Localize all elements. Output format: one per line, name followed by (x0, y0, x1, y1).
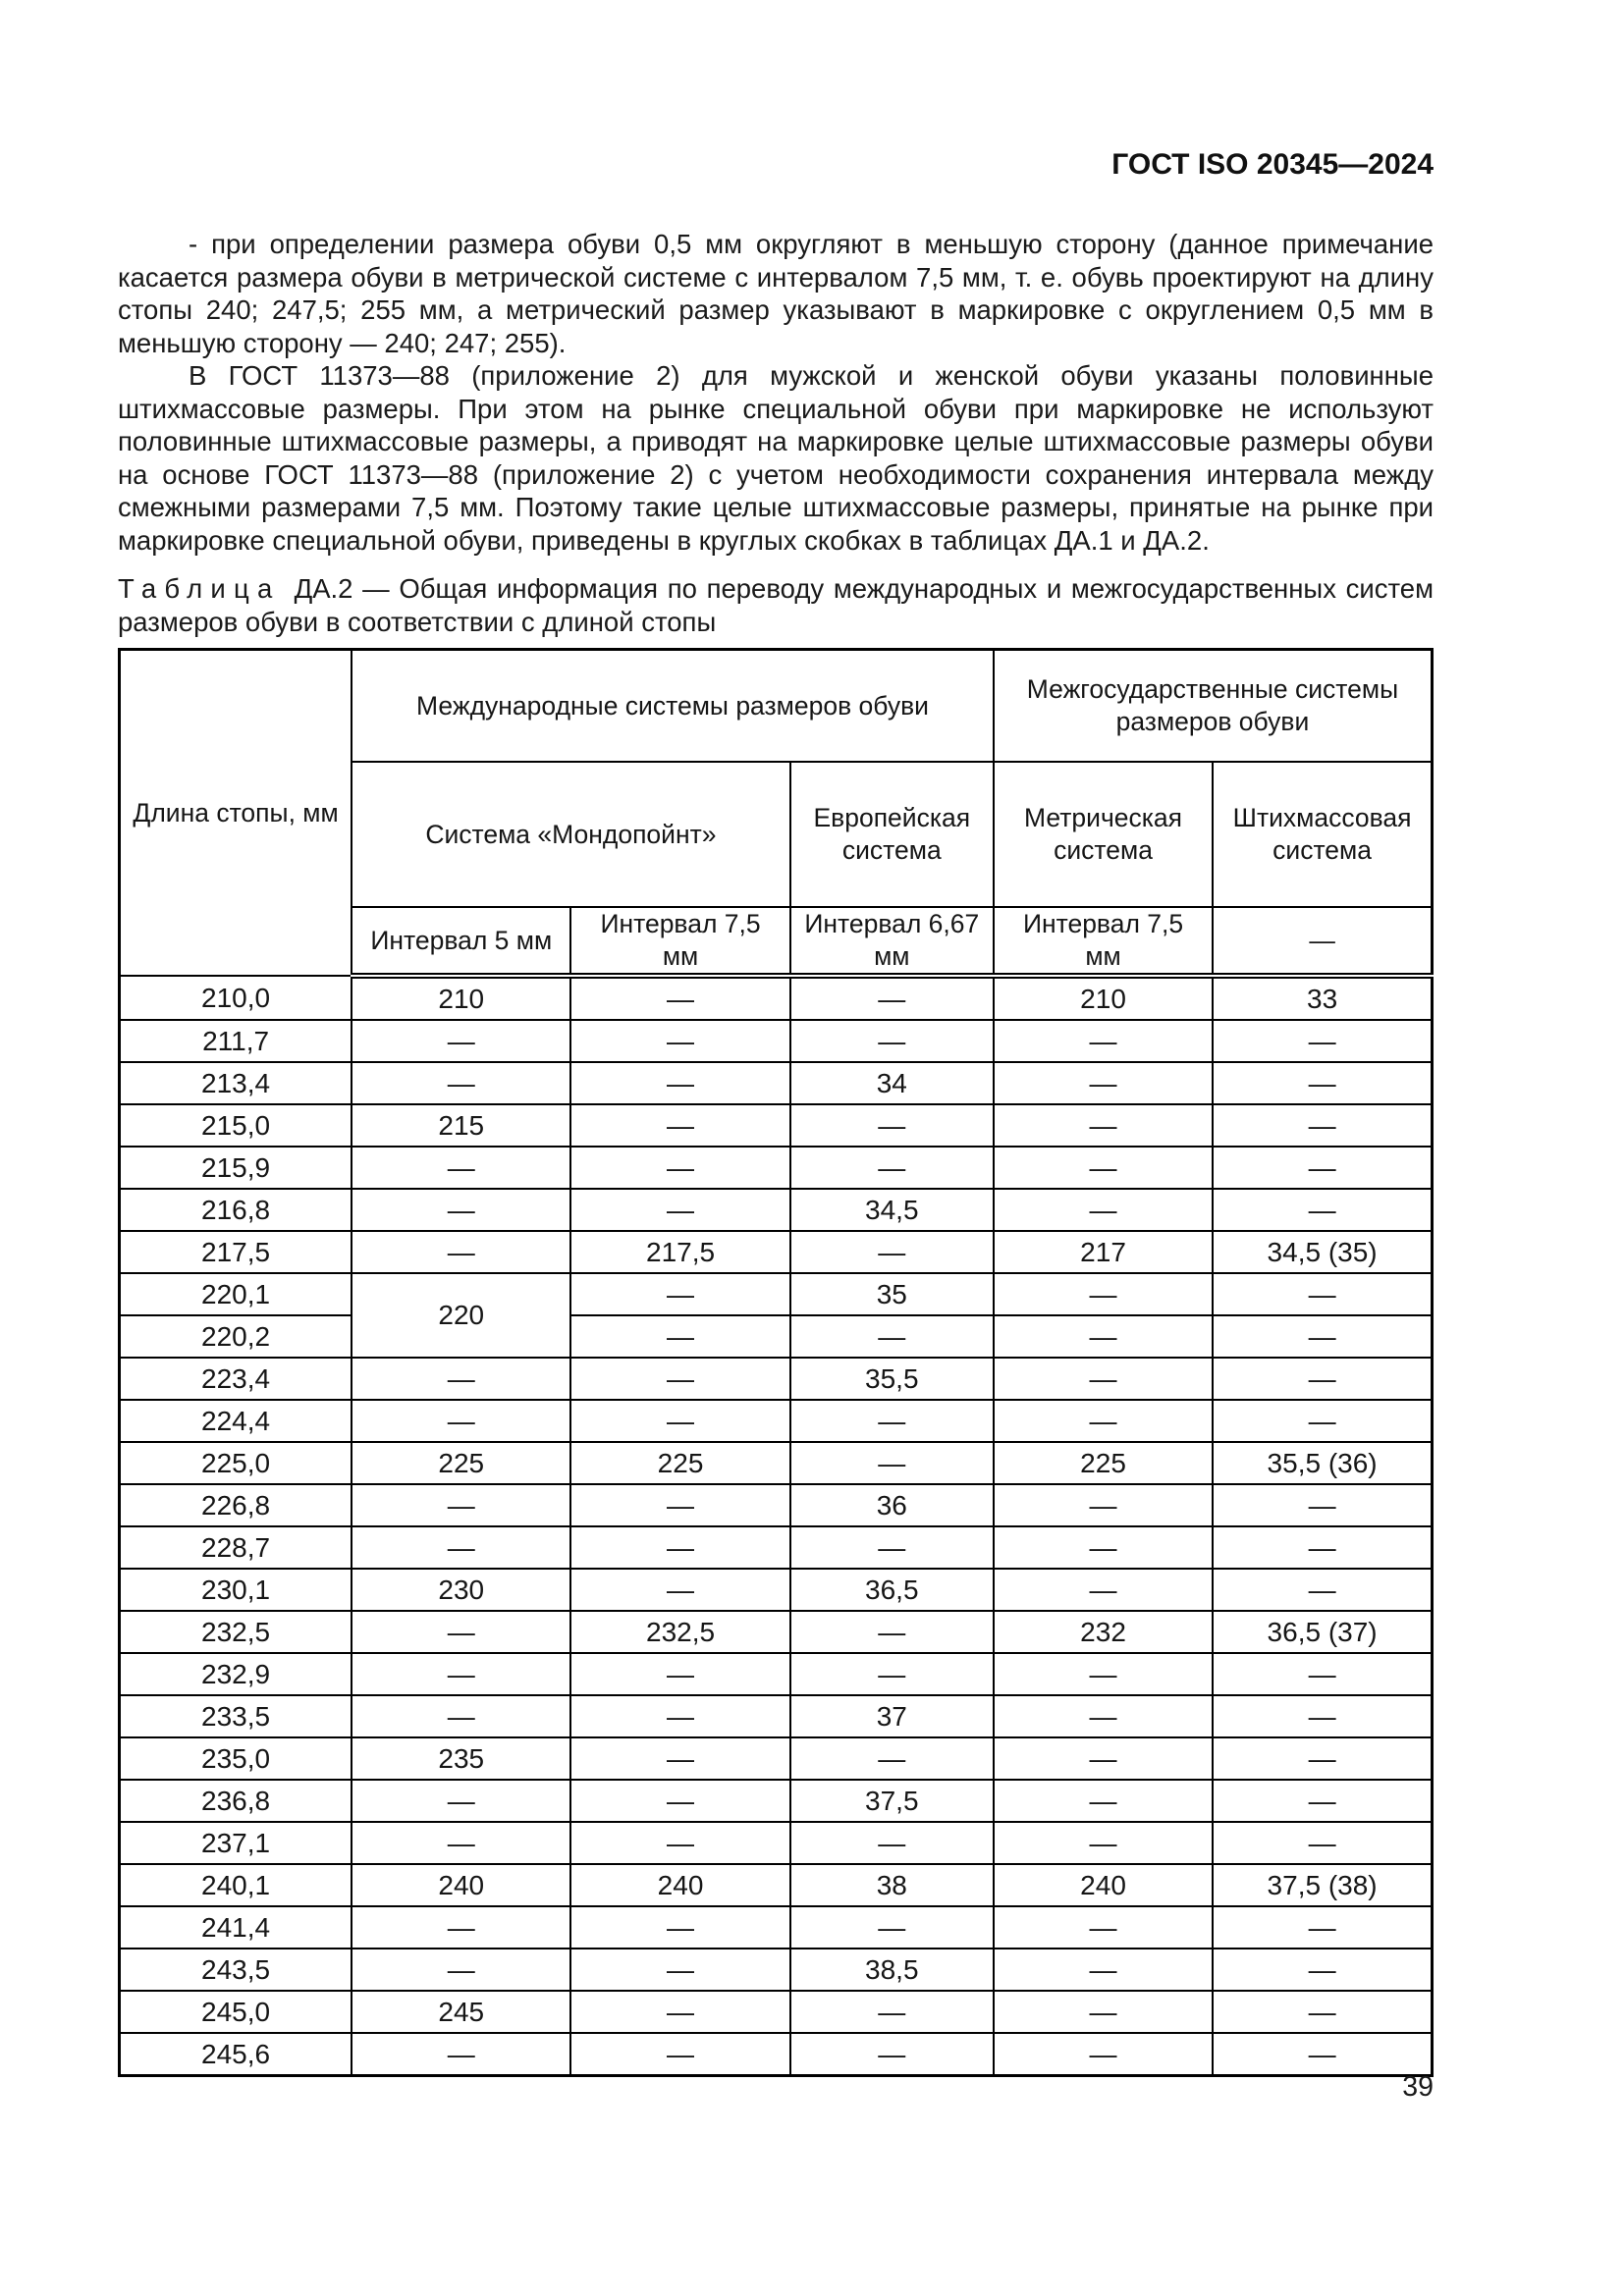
header-interval-metric-7-5mm: Интервал 7,5 мм (994, 907, 1213, 976)
table-cell: — (352, 1526, 570, 1569)
table-row (120, 1780, 1433, 1822)
table-cell: — (994, 1020, 1213, 1062)
header-row-groups (120, 650, 1433, 763)
table-cell: — (790, 1400, 994, 1442)
table-cell: — (1213, 1273, 1432, 1315)
table-cell: — (570, 1400, 789, 1442)
table-row (120, 1737, 1433, 1780)
table-cell: — (1213, 1569, 1432, 1611)
table-cell: 216,8 (120, 1189, 352, 1231)
header-group-interstate: Межгосударственные системы размеров обуви (994, 650, 1433, 763)
table-cell: — (352, 1062, 570, 1104)
table-row (120, 1147, 1433, 1189)
table-cell: — (994, 1062, 1213, 1104)
table-cell: 38,5 (790, 1949, 994, 1991)
table-row (120, 1358, 1433, 1400)
table-cell: — (570, 976, 789, 1020)
table-row (120, 1442, 1433, 1484)
table-cell: 35,5 (790, 1358, 994, 1400)
table-cell: — (570, 1020, 789, 1062)
size-table-head (120, 650, 1433, 977)
table-cell: — (1213, 1020, 1432, 1062)
header-interval-5mm: Интервал 5 мм (352, 907, 570, 976)
table-row (120, 1020, 1433, 1062)
table-row (120, 976, 1433, 1020)
table-cell: — (994, 1949, 1213, 1991)
table-cell: 217,5 (570, 1231, 789, 1273)
table-cell: — (1213, 1400, 1432, 1442)
table-cell: — (570, 1189, 789, 1231)
table-cell: — (994, 1526, 1213, 1569)
table-cell: — (790, 1020, 994, 1062)
table-caption-label: Таблица (118, 573, 281, 604)
table-cell: 232,5 (120, 1611, 352, 1653)
table-cell: 236,8 (120, 1780, 352, 1822)
table-row (120, 1695, 1433, 1737)
table-cell: — (994, 1147, 1213, 1189)
table-cell: — (994, 1569, 1213, 1611)
table-cell: — (790, 1737, 994, 1780)
table-cell: — (570, 1062, 789, 1104)
table-cell: — (352, 2033, 570, 2076)
table-cell: — (994, 1780, 1213, 1822)
table-cell: — (994, 1822, 1213, 1864)
table-cell: — (1213, 1822, 1432, 1864)
table-cell: 36,5 (790, 1569, 994, 1611)
table-cell: 210 (352, 976, 570, 1020)
table-cell: 235,0 (120, 1737, 352, 1780)
table-cell: — (994, 1653, 1213, 1695)
table-cell: — (994, 1991, 1213, 2033)
table-cell: — (790, 1442, 994, 1484)
table-cell: 237,1 (120, 1822, 352, 1864)
table-cell: 217,5 (120, 1231, 352, 1273)
table-row (120, 1991, 1433, 2033)
table-cell: — (790, 1822, 994, 1864)
table-caption (118, 572, 1434, 638)
table-cell: — (1213, 1484, 1432, 1526)
table-cell: 224,4 (120, 1400, 352, 1442)
table-cell: 228,7 (120, 1526, 352, 1569)
table-cell: 241,4 (120, 1906, 352, 1949)
table-cell: — (352, 1147, 570, 1189)
table-cell: — (570, 1147, 789, 1189)
table-cell: 37,5 (38) (1213, 1864, 1432, 1906)
paragraph-rounding-note: - при определении размера обуви 0,5 мм округляют в меньшую сторону (данное примечание касается размера обуви в метрической системе с интервалом 7,5 мм, т. е. обувь проектируют на длину стопы 240; 247,5; 255 мм, а метрический размер указывают в маркировке с округлением 0,5 мм в меньшую сторону — 240; 247; 255). (118, 229, 1434, 358)
table-cell: 37 (790, 1695, 994, 1737)
table-cell: — (352, 1822, 570, 1864)
table-cell: — (994, 1695, 1213, 1737)
table-cell: — (790, 1991, 994, 2033)
table-cell: — (994, 1358, 1213, 1400)
table-cell: — (570, 1273, 789, 1315)
table-cell: 225,0 (120, 1442, 352, 1484)
table-cell: — (994, 1189, 1213, 1231)
table-cell: — (790, 2033, 994, 2076)
table-cell: — (994, 1273, 1213, 1315)
table-cell: — (1213, 1780, 1432, 1822)
table-cell: — (994, 2033, 1213, 2076)
table-cell: 220,1 (120, 1273, 352, 1315)
table-cell: — (1213, 1949, 1432, 1991)
table-cell: 233,5 (120, 1695, 352, 1737)
table-cell: — (790, 1231, 994, 1273)
table-cell: 35,5 (36) (1213, 1442, 1432, 1484)
table-cell: 35 (790, 1273, 994, 1315)
table-cell: 215,0 (120, 1104, 352, 1147)
table-cell: 210 (994, 976, 1213, 1020)
table-cell: 232 (994, 1611, 1213, 1653)
table-row (120, 1569, 1433, 1611)
table-cell: 225 (994, 1442, 1213, 1484)
table-cell: 223,4 (120, 1358, 352, 1400)
table-cell: — (1213, 1695, 1432, 1737)
table-cell: — (570, 1695, 789, 1737)
header-foot-length: Длина стопы, мм (120, 650, 352, 977)
table-cell: 217 (994, 1231, 1213, 1273)
table-cell: — (1213, 2033, 1432, 2076)
table-cell: — (352, 1611, 570, 1653)
table-cell: — (352, 1949, 570, 1991)
table-row (120, 1484, 1433, 1526)
table-cell: 220 (352, 1273, 570, 1358)
table-cell: 36 (790, 1484, 994, 1526)
size-conversion-table (118, 648, 1434, 2077)
table-cell: — (1213, 1358, 1432, 1400)
table-cell: 230,1 (120, 1569, 352, 1611)
table-row (120, 1062, 1433, 1104)
doc-designation: ГОСТ ISO 20345—2024 (1111, 148, 1434, 181)
table-cell: — (352, 1653, 570, 1695)
table-row (120, 1949, 1433, 1991)
header-system-metric: Метрическая система (994, 762, 1213, 907)
table-cell: — (1213, 1906, 1432, 1949)
header-interval-7-5mm: Интервал 7,5 мм (570, 907, 789, 976)
table-cell: — (790, 1906, 994, 1949)
table-cell: — (352, 1906, 570, 1949)
table-cell: — (570, 1780, 789, 1822)
table-cell: — (570, 1104, 789, 1147)
table-cell: 38 (790, 1864, 994, 1906)
page-footer (118, 2071, 1434, 2104)
table-row (120, 1822, 1433, 1864)
table-cell: — (994, 1400, 1213, 1442)
table-row (120, 1189, 1433, 1231)
table-cell: — (352, 1484, 570, 1526)
table-cell: — (1213, 1189, 1432, 1231)
table-cell: — (1213, 1315, 1432, 1358)
table-cell: — (352, 1780, 570, 1822)
table-cell: 245 (352, 1991, 570, 2033)
table-cell: 215,9 (120, 1147, 352, 1189)
table-caption-text: ДА.2 — Общая информация по переводу международных и межгосударственных систем размеров обуви в соответствии с длиной стопы (118, 573, 1434, 637)
table-cell: 215 (352, 1104, 570, 1147)
table-cell: — (570, 1949, 789, 1991)
table-cell: 240 (352, 1864, 570, 1906)
table-cell: — (1213, 1653, 1432, 1695)
table-cell: 34,5 (790, 1189, 994, 1231)
table-cell: — (790, 976, 994, 1020)
table-cell: — (790, 1147, 994, 1189)
table-cell: 34,5 (35) (1213, 1231, 1432, 1273)
table-cell: — (1213, 1104, 1432, 1147)
table-cell: — (570, 1484, 789, 1526)
page-content (118, 228, 1434, 2077)
table-cell: — (790, 1104, 994, 1147)
table-cell: — (570, 1822, 789, 1864)
table-row (120, 1906, 1433, 1949)
table-cell: — (994, 1315, 1213, 1358)
table-cell: — (352, 1020, 570, 1062)
table-cell: 225 (570, 1442, 789, 1484)
table-cell: — (1213, 1147, 1432, 1189)
table-cell: — (352, 1695, 570, 1737)
table-row (120, 1104, 1433, 1147)
table-cell: 230 (352, 1569, 570, 1611)
table-row (120, 1526, 1433, 1569)
table-cell: — (994, 1737, 1213, 1780)
table-row (120, 1400, 1433, 1442)
table-row (120, 1273, 1433, 1315)
table-cell: — (994, 1906, 1213, 1949)
header-system-mondopoint: Система «Мондопойнт» (352, 762, 790, 907)
table-cell: — (790, 1526, 994, 1569)
table-cell: — (790, 1653, 994, 1695)
table-cell: — (570, 1653, 789, 1695)
table-cell: 240,1 (120, 1864, 352, 1906)
table-cell: — (352, 1231, 570, 1273)
table-cell: 243,5 (120, 1949, 352, 1991)
table-cell: — (570, 2033, 789, 2076)
table-cell: 235 (352, 1737, 570, 1780)
table-row (120, 1611, 1433, 1653)
table-cell: 210,0 (120, 976, 352, 1020)
table-cell: 211,7 (120, 1020, 352, 1062)
header-group-international: Международные системы размеров обуви (352, 650, 994, 763)
table-cell: 240 (994, 1864, 1213, 1906)
table-cell: — (1213, 1526, 1432, 1569)
table-cell: 232,5 (570, 1611, 789, 1653)
table-row (120, 2033, 1433, 2076)
table-cell: — (1213, 1737, 1432, 1780)
table-cell: — (570, 1358, 789, 1400)
table-cell: 225 (352, 1442, 570, 1484)
size-table-body (120, 976, 1433, 2076)
table-cell: 245,6 (120, 2033, 352, 2076)
table-cell: — (790, 1315, 994, 1358)
table-cell: — (994, 1104, 1213, 1147)
table-cell: 213,4 (120, 1062, 352, 1104)
table-row (120, 1864, 1433, 1906)
header-system-stitch: Штихмассовая система (1213, 762, 1432, 907)
table-cell: — (352, 1189, 570, 1231)
table-cell: 37,5 (790, 1780, 994, 1822)
table-cell: 220,2 (120, 1315, 352, 1358)
table-row (120, 1653, 1433, 1695)
table-cell: 34 (790, 1062, 994, 1104)
table-cell: 245,0 (120, 1991, 352, 2033)
table-cell: — (570, 1991, 789, 2033)
table-cell: — (790, 1611, 994, 1653)
table-cell: — (570, 1737, 789, 1780)
header-interval-stitch-none: — (1213, 907, 1432, 976)
table-cell: — (570, 1315, 789, 1358)
paragraph-gost-11373: В ГОСТ 11373—88 (приложение 2) для мужской и женской обуви указаны половинные штихмассовые размеры. При этом на рынке специальной обуви при маркировке не используют половинные штихмассовые размеры, а приводят на маркировке целые штихмассовые размеры обуви на основе ГОСТ 11373—88 (приложение 2) с учетом необходимости сохранения интервала между смежными размерами 7,5 мм. Поэтому такие целые штихмассовые размеры, принятые на рынке при маркировке специальной обуви, приведены в круглых скобках в таблицах ДА.1 и ДА.2. (118, 360, 1434, 556)
table-cell: — (570, 1906, 789, 1949)
table-cell: 36,5 (37) (1213, 1611, 1432, 1653)
table-cell: — (570, 1569, 789, 1611)
table-cell: — (1213, 1991, 1432, 2033)
table-cell: 240 (570, 1864, 789, 1906)
table-cell: — (1213, 1062, 1432, 1104)
header-interval-6-67mm: Интервал 6,67 мм (790, 907, 994, 976)
table-cell: — (352, 1358, 570, 1400)
page-number: 39 (1402, 2071, 1434, 2103)
table-row (120, 1315, 1433, 1358)
running-header (118, 147, 1434, 183)
table-cell: 226,8 (120, 1484, 352, 1526)
table-cell: 232,9 (120, 1653, 352, 1695)
table-cell: — (994, 1484, 1213, 1526)
table-cell: 33 (1213, 976, 1432, 1020)
table-row (120, 1231, 1433, 1273)
table-cell: — (570, 1526, 789, 1569)
header-system-european: Европейская система (790, 762, 994, 907)
table-cell: — (352, 1400, 570, 1442)
